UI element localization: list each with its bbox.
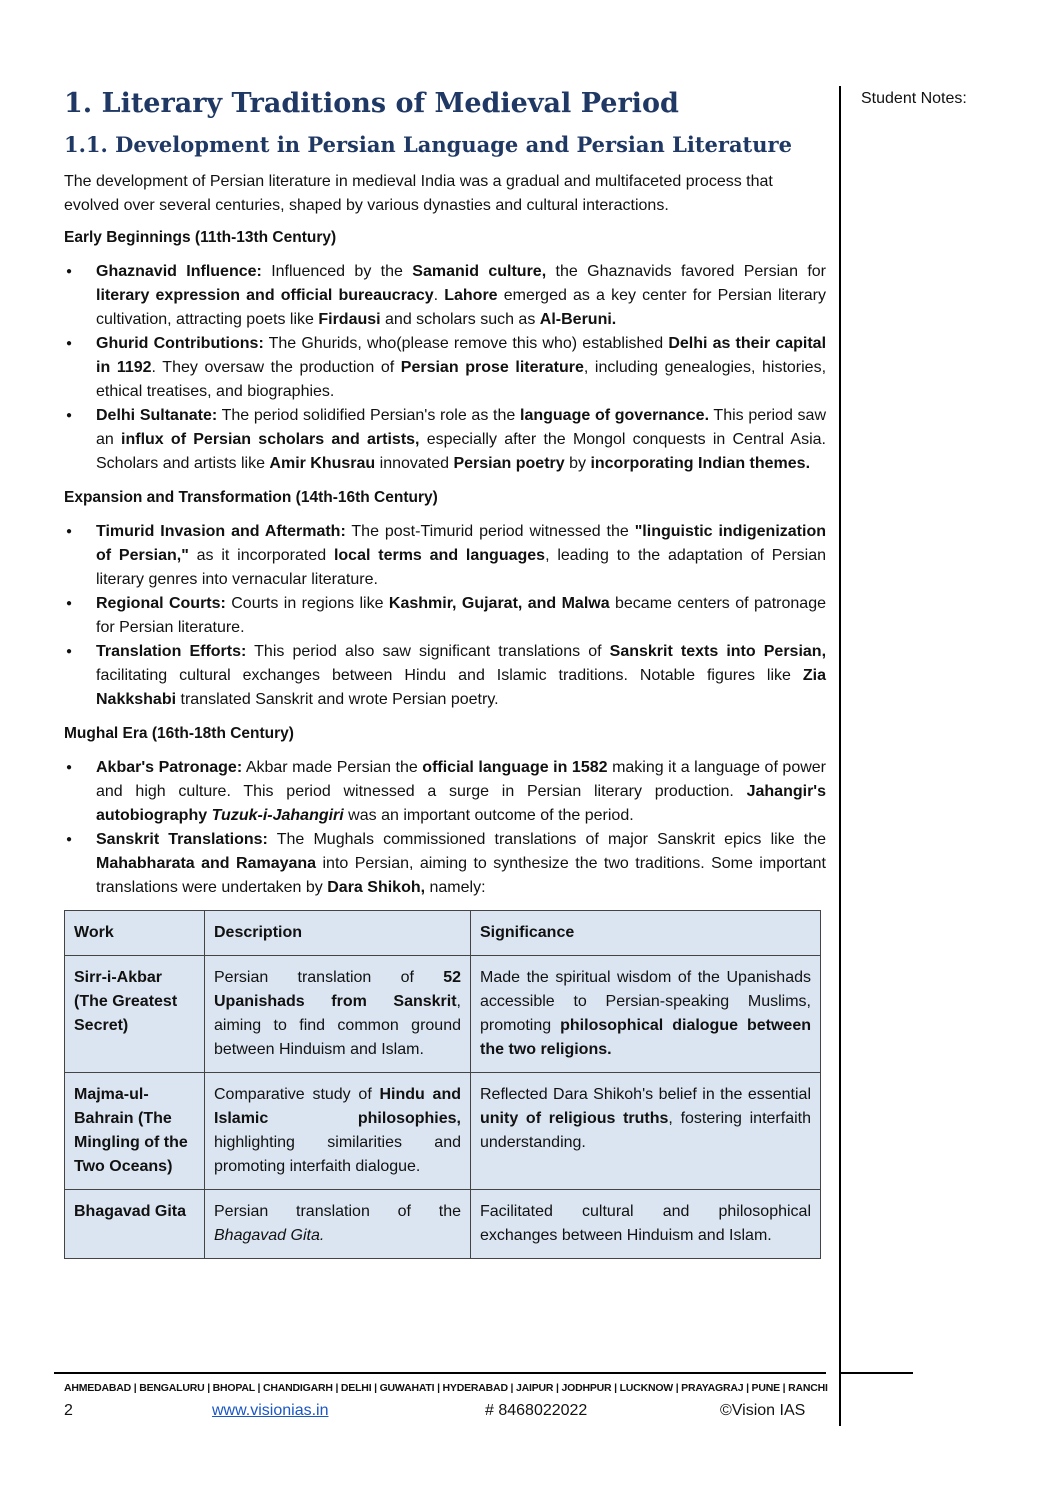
bullet-item <box>64 520 826 592</box>
table-cell-work: Sirr-i-Akbar (The Greatest Secret) <box>65 956 205 1073</box>
table-cell-significance: Made the spiritual wisdom of the Upanishads accessible to Persian-speaking Muslims, promoting philosophical dialogue between the two religions. <box>471 956 821 1073</box>
bullet-icon: ● <box>66 410 73 421</box>
bullet-icon: ● <box>66 834 73 845</box>
table-header-work: Work <box>65 911 205 956</box>
table-cell-work: Bhagavad Gita <box>65 1190 205 1259</box>
table-header-significance: Significance <box>471 911 821 956</box>
notes-divider-vertical <box>839 86 841 1426</box>
section-subtitle: 1.1. Development in Persian Language and Persian Literature <box>64 132 792 157</box>
bullet-text: Ghurid Contributions: The Ghurids, who(please remove this who) established Delhi as their capital in 1192. They oversaw the production of Persian prose literature, including genealogies, histories, ethical treatises, and biographies. <box>96 335 827 400</box>
footer-divider <box>54 1372 826 1374</box>
notes-divider-horizontal <box>839 1372 913 1374</box>
page-title: 1. Literary Traditions of Medieval Period <box>64 88 679 119</box>
copyright: ©Vision IAS <box>720 1402 806 1419</box>
main-content <box>64 86 826 1259</box>
bullet-text: Delhi Sultanate: The period solidified Persian's role as the language of governance. This period saw an influx of Persian scholars and artists, especially after the Mongol conquests in Central Asia. Scholars and artists like Amir Khusrau innovated Persian poetry by incorporating Indian themes. <box>96 407 827 472</box>
bullet-text: Timurid Invasion and Aftermath: The post-Timurid period witnessed the "linguistic indigenization of Persian," as it incorporated local terms and languages, leading to the adaptation of Persian literary genres into vernacular literature. <box>96 523 827 588</box>
bullet-text: Regional Courts: Courts in regions like Kashmir, Gujarat, and Malwa became centers of patronage for Persian literature. <box>96 595 826 636</box>
bullet-icon: ● <box>66 526 73 537</box>
table-cell-significance: Reflected Dara Shikoh's belief in the essential unity of religious truths, fostering interfaith understanding. <box>471 1073 821 1190</box>
footer-cities: AHMEDABAD | BENGALURU | BHOPAL | CHANDIGARH | DELHI | GUWAHATI | HYDERABAD | JAIPUR | JODHPUR | LUCKNOW | PRAYAGRAJ | PUNE | RANCHI <box>64 1382 828 1394</box>
bullet-icon: ● <box>66 338 73 349</box>
bullet-icon: ● <box>66 598 73 609</box>
table-row <box>65 956 821 1073</box>
table-cell-significance: Facilitated cultural and philosophical exchanges between Hinduism and Islam. <box>471 1190 821 1259</box>
intro-paragraph: The development of Persian literature in medieval India was a gradual and multifaceted process that evolved over several centuries, shaped by various dynasties and cultural interactions. <box>64 173 773 214</box>
table-header-row <box>65 911 821 956</box>
bullet-item <box>64 756 826 828</box>
website-link[interactable]: www.visionias.in <box>212 1402 329 1419</box>
table-cell-description: Persian translation of 52 Upanishads from Sanskrit, aiming to find common ground between Hinduism and Islam. <box>205 956 471 1073</box>
table-row <box>65 1073 821 1190</box>
bullet-list <box>64 260 826 476</box>
table-row <box>65 1190 821 1259</box>
bullet-text: Translation Efforts: This period also saw significant translations of Sanskrit texts into Persian, facilitating cultural exchanges between Hindu and Islamic traditions. Notable figures like Zia Nakkshabi translated Sanskrit and wrote Persian poetry. <box>96 643 827 708</box>
bullet-item <box>64 640 826 712</box>
section-heading: Expansion and Transformation (14th-16th Century) <box>64 489 438 506</box>
bullet-text: Ghaznavid Influence: Influenced by the Samanid culture, the Ghaznavids favored Persian for literary expression and official bureaucracy. Lahore emerged as a key center for Persian literary cultivation, attracting poets like Firdausi and scholars such as Al-Beruni. <box>96 263 826 328</box>
bullet-item <box>64 332 826 404</box>
bullet-item <box>64 260 826 332</box>
bullet-list <box>64 756 826 900</box>
bullet-item <box>64 592 826 640</box>
bullet-text: Akbar's Patronage: Akbar made Persian the official language in 1582 making it a language of power and high culture. This period witnessed a surge in Persian literary production. Jahangir's autobiography Tuzuk-i-Jahangiri was an important outcome of the period. <box>96 759 827 824</box>
translations-table <box>64 910 821 1259</box>
phone-number: # 8468022022 <box>485 1402 588 1419</box>
student-notes-label: Student Notes: <box>861 90 967 107</box>
bullet-icon: ● <box>66 762 73 773</box>
table-cell-work: Majma-ul-Bahrain (The Mingling of the Two Oceans) <box>65 1073 205 1190</box>
bullet-icon: ● <box>66 646 73 657</box>
section-heading: Mughal Era (16th-18th Century) <box>64 725 294 742</box>
sections-container <box>64 226 826 900</box>
table-header-description: Description <box>205 911 471 956</box>
table-body <box>65 956 821 1259</box>
bullet-list <box>64 520 826 712</box>
bullet-item <box>64 404 826 476</box>
table-cell-description: Comparative study of Hindu and Islamic philosophies, highlighting similarities and promoting interfaith dialogue. <box>205 1073 471 1190</box>
bullet-text: Sanskrit Translations: The Mughals commissioned translations of major Sanskrit epics like the Mahabharata and Ramayana into Persian, aiming to synthesize the two traditions. Some important translations were undertaken by Dara Shikoh, namely: <box>96 831 826 896</box>
bullet-item <box>64 828 826 900</box>
page-number: 2 <box>64 1402 73 1419</box>
section-heading: Early Beginnings (11th-13th Century) <box>64 229 337 246</box>
bullet-icon: ● <box>66 266 73 277</box>
table-cell-description: Persian translation of the Bhagavad Gita. <box>205 1190 471 1259</box>
